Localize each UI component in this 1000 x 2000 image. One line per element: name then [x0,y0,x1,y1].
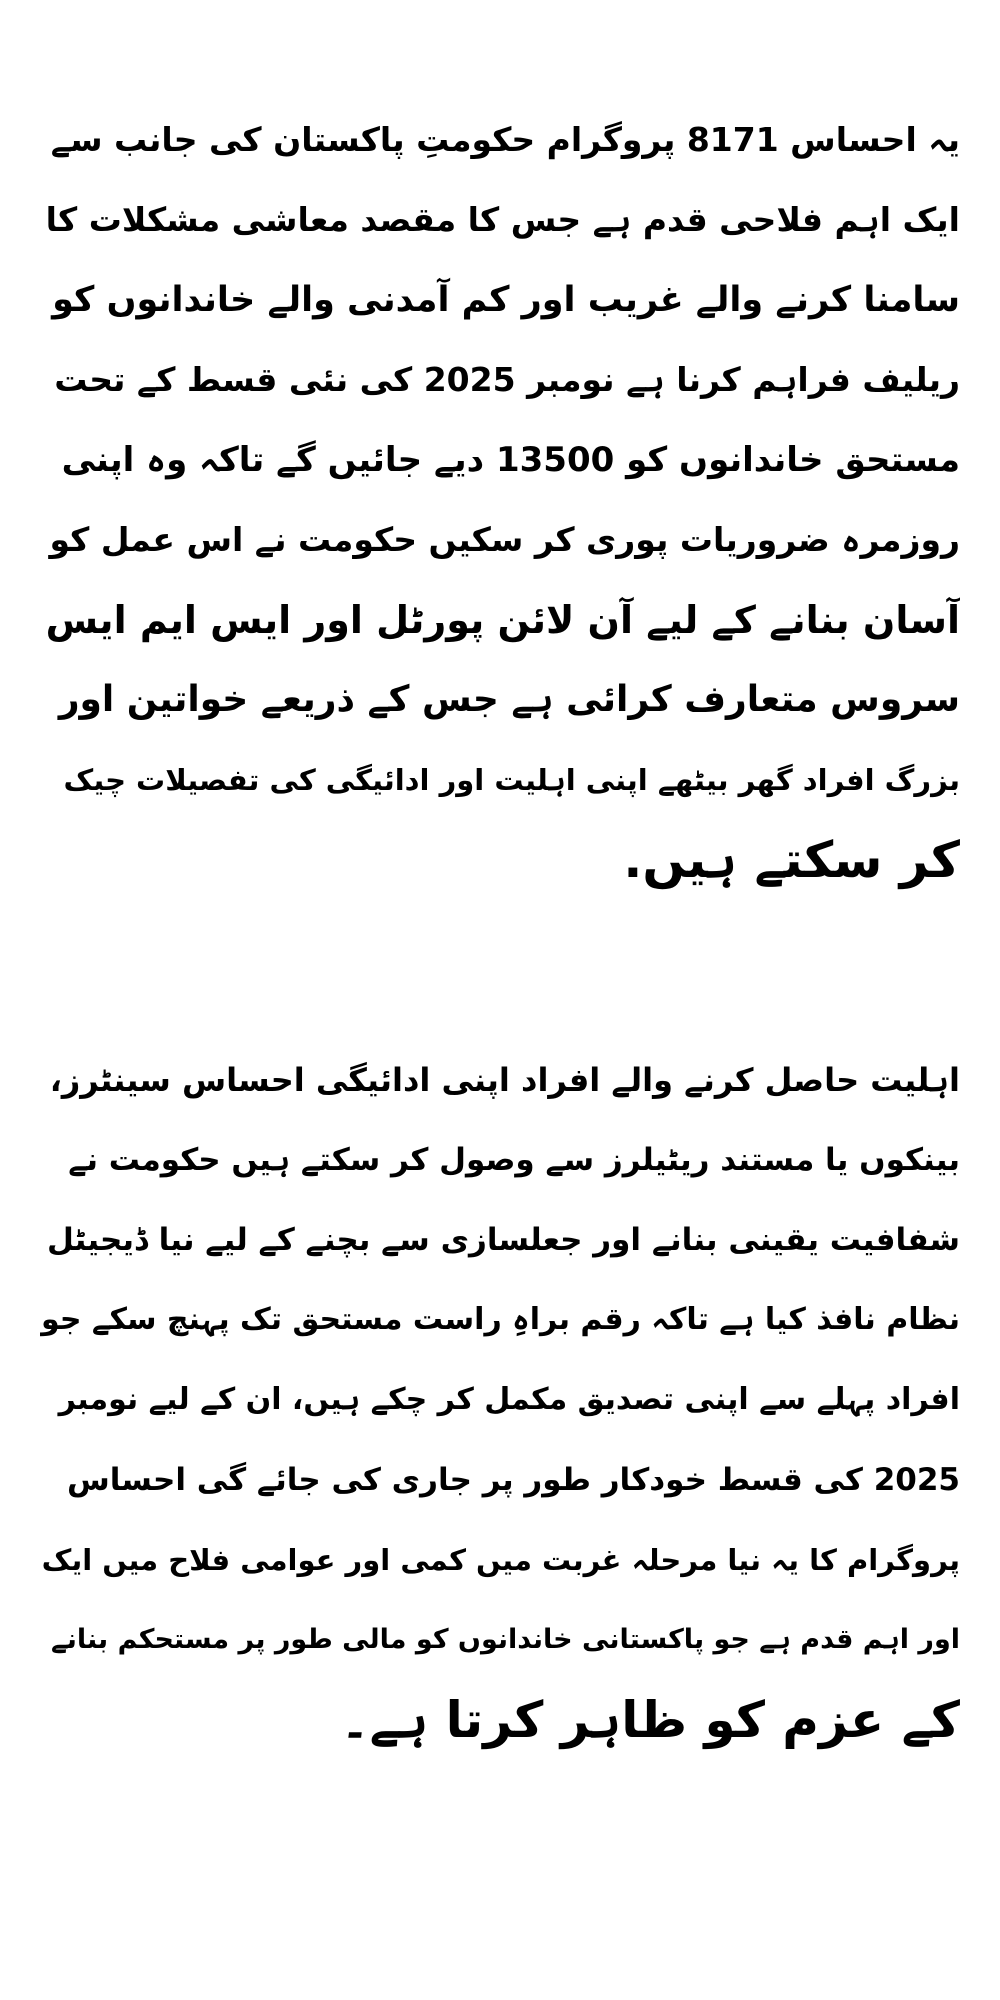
paragraph-line: ریلیف فراہم کرنا ہے نومبر 2025 کی نئی قسط کے تحت [54,360,960,399]
paragraph-line: آسان بنانے کے لیے آن لائن پورٹل اور ایس ایم ایس [45,598,960,642]
paragraph-line: بزرگ افراد گھر بیٹھے اپنی اہلیت اور ادائیگی کی تفصیلات چیک [63,763,960,797]
paragraph-line: پروگرام کا یہ نیا مرحلہ غربت میں کمی اور عوامی فلاح میں ایک [41,1543,960,1577]
paragraph-line: افراد پہلے سے اپنی تصدیق مکمل کر چکے ہیں، ان کے لیے نومبر [58,1382,960,1417]
paragraph-spacer [40,900,960,1040]
paragraph-line: 2025 کی قسط خودکار طور پر جاری کی جائے گی احساس [67,1462,960,1498]
paragraph-line: بینکوں یا مستند ریٹیلرز سے وصول کر سکتے ہیں حکومت نے [68,1142,960,1178]
paragraph-line: کر سکتے ہیں. [623,831,960,889]
paragraph-line: شفافیت یقینی بنانے اور جعلسازی سے بچنے کے لیے نیا ڈیجیٹل [47,1222,960,1258]
paragraph-line: یہ احساس 8171 پروگرام حکومتِ پاکستان کی جانب سے [50,120,960,159]
paragraph-line: اور اہم قدم ہے جو پاکستانی خاندانوں کو مالی طور پر مستحکم بنانے [50,1624,960,1655]
paragraph-line: ایک اہم فلاحی قدم ہے جس کا مقصد معاشی مشکلات کا [45,200,960,239]
paragraph-2 [40,1040,960,1760]
paragraph-line: مستحق خاندانوں کو 13500 دیے جائیں گے تاکہ وہ اپنی [61,440,960,480]
paragraph-line: کے عزم کو ظاہر کرتا ہے۔ [340,1691,960,1749]
paragraph-line: نظام نافذ کیا ہے تاکہ رقم براہِ راست مستحق تک پہنچ سکے جو [41,1302,960,1337]
paragraph-line: اہلیت حاصل کرنے والے افراد اپنی ادائیگی احساس سینٹرز، [49,1061,960,1099]
paragraph-line: روزمرہ ضروریات پوری کر سکیں حکومت نے اس عمل کو [49,520,960,559]
paragraph-line: سامنا کرنے والے غریب اور کم آمدنی والے خاندانوں کو [52,280,960,320]
article-body [40,100,960,1760]
paragraph-line: سروس متعارف کرائی ہے جس کے ذریعے خواتین اور [58,679,960,720]
paragraph-1 [40,100,960,900]
